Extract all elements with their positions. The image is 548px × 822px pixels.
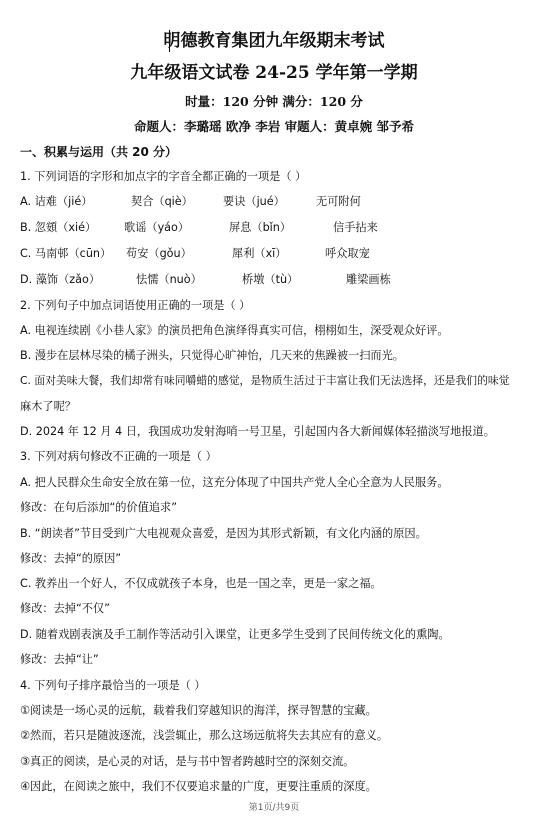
q3-option-b-fix: 修改：去掉“的原因” <box>20 552 122 565</box>
q1-option-a-2: 契合（qiè） <box>131 195 193 208</box>
time-score-line: 时量：120 分钟 满分：120 分 <box>185 94 363 109</box>
q2-option-a: A. 电视连续剧《小巷人家》的演员把角色演绎得真实可信，栩栩如生，深受观众好评。 <box>20 324 449 337</box>
q4-sentence-4: ④因此，在阅读之旅中，我们不仅要追求量的广度，更要注重质的深度。 <box>20 780 377 793</box>
q2-option-c-line2: 麻木了呢？ <box>20 400 76 413</box>
q4-sentence-3: ③真正的阅读，是心灵的对话，是与书中智者跨越时空的深刻交流。 <box>20 755 355 768</box>
q1-option-b-4: 信手拈来 <box>333 221 378 234</box>
q2-option-c-line1: C. 面对美味大餐，我们却常有味同嚼蜡的感觉，是物质生活过于丰富让我们无法选择，还是我们的味觉 <box>20 374 510 387</box>
q1-option-b-3: 屏息（bǐn） <box>229 221 292 234</box>
q1-option-c-1: C. 马南邨（cūn） <box>20 247 112 260</box>
q1-option-c-2: 苟安（gǒu） <box>126 247 192 260</box>
q1-option-b-1: B. 忽頞（xié） <box>20 221 97 234</box>
q3-option-d-fix: 修改：去掉“让” <box>20 653 99 666</box>
q3-option-c-fix: 修改：去掉“不仅” <box>20 602 110 615</box>
q2-stem: 2. 下列句子中加点词语使用正确的一项是（ ） <box>20 299 251 312</box>
q1-option-b-2: 歌谣（yáo） <box>124 221 190 234</box>
q4-sentence-1: ①阅读是一场心灵的远航，载着我们穿越知识的海洋，探寻智慧的宝藏。 <box>20 704 377 717</box>
q4-sentence-2: ②然而，若只是随波逐流，浅尝辄止，那么这场远航将失去其应有的意义。 <box>20 729 389 742</box>
authors-line: 命题人：李璐瑶 欧净 李岩 审题人：黄卓婉 邹予希 <box>134 119 414 134</box>
q1-option-c-4: 呼众取宠 <box>325 247 370 260</box>
q1-option-d-4: 雕梁画栋 <box>346 273 391 286</box>
section-heading: 一、积累与运用（共 20 分） <box>20 145 178 159</box>
q3-option-b: B. “朗读者”节目受到广大电视观众喜爱，是因为其形式新颖，有文化内涵的原因。 <box>20 527 427 540</box>
q1-option-a-3: 要诀（jué） <box>223 195 285 208</box>
q1-option-d-1: D. 藻饰（zǎo） <box>20 273 101 286</box>
paper-title: 九年级语文试卷 24-25 学年第一学期 <box>130 63 418 83</box>
q3-option-a-fix: 修改：在句后添加“的价值追求” <box>20 501 178 514</box>
q4-stem: 4. 下列句子排序最恰当的一项是（ ） <box>20 679 206 692</box>
school-title: 明德教育集团九年级期末考试 <box>163 31 385 51</box>
q2-option-b: B. 漫步在层林尽染的橘子洲头，只觉得心旷神怡，几天来的焦躁被一扫而光。 <box>20 349 404 362</box>
q2-option-d: D. 2024 年 12 月 4 日，我国成功发射海哨一号卫星，引起国内各大新闻媒体轻描淡写地报道。 <box>20 425 495 438</box>
q3-option-d: D. 随着戏剧表演及手工制作等活动引入课堂，让更多学生受到了民间传统文化的熏陶。 <box>20 628 450 641</box>
q3-option-a: A. 把人民群众生命安全放在第一位，这充分体现了中国共产党人全心全意为人民服务。 <box>20 476 449 489</box>
q1-option-d-3: 桥墩（tù） <box>242 273 299 286</box>
q1-stem: 1. 下列词语的字形和加点字的字音全都正确的一项是（ ） <box>20 170 307 183</box>
page-footer: 第1页/共9页 <box>248 803 300 813</box>
q1-option-a-4: 无可附何 <box>316 195 361 208</box>
q3-option-c: C. 教养出一个好人，不仅成就孩子本身，也是一国之幸，更是一家之福。 <box>20 577 382 590</box>
q1-option-d-2: 怯懦（nuò） <box>136 273 202 286</box>
q3-stem: 3. 下列对病句修改不正确的一项是（ ） <box>20 450 217 463</box>
q1-option-a-1: A. 诘难（jié） <box>20 195 93 208</box>
q1-option-c-3: 犀利（xī） <box>232 247 287 260</box>
